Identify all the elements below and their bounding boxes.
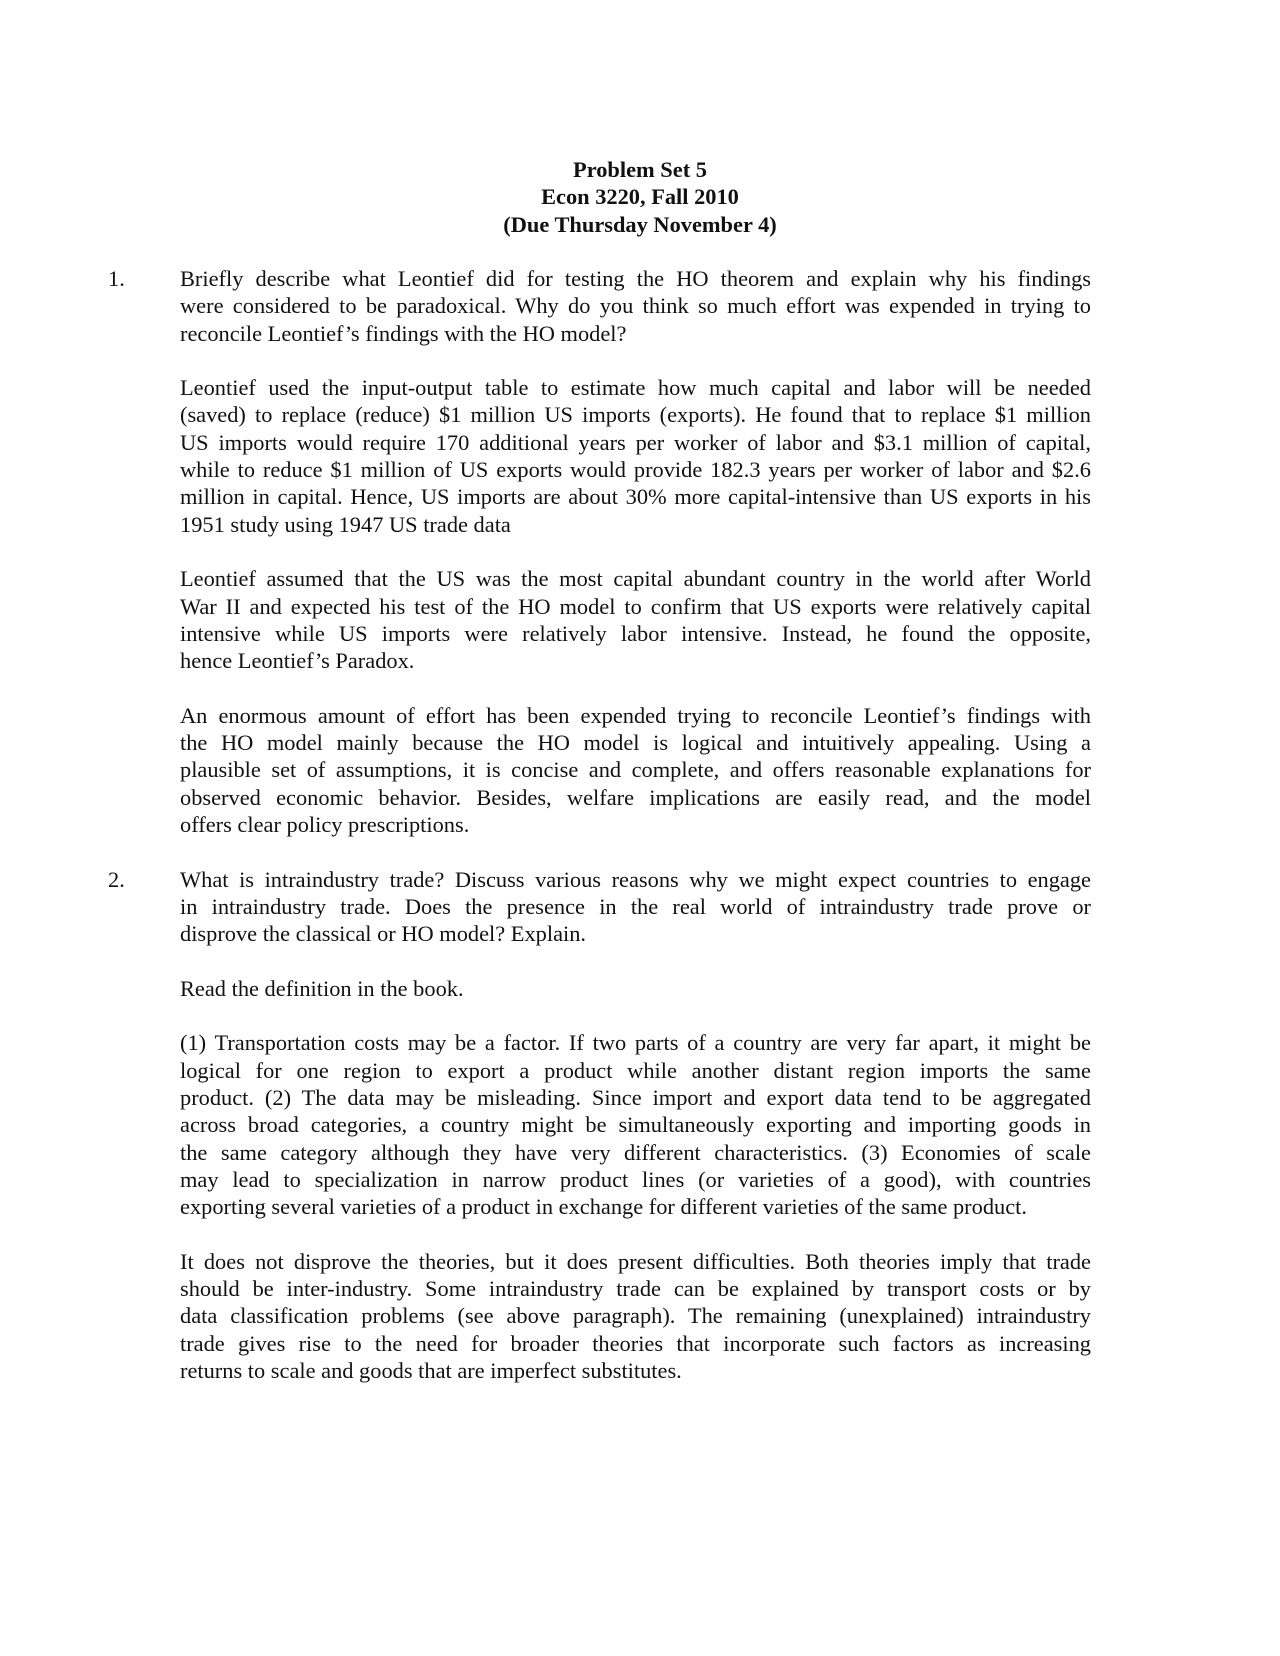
document-body [0,265,1280,1411]
text-line: plausible set of assumptions, it is concise and complete, and offers reasonable explanations for [180,757,1091,783]
text-line: may lead to specialization in narrow product lines (or varieties of a good), with countries [180,1166,1091,1192]
answer-paragraph [180,702,1091,838]
text-line: What is intraindustry trade? Discuss various reasons why we might expect countries to engage [180,866,1091,892]
text-line: US imports would require 170 additional years per worker of labor and $3.1 million of capital, [180,429,1091,455]
text-line: product. (2) The data may be misleading. Since import and export data tend to be aggregated [180,1084,1091,1110]
question-number: 2. [108,866,125,892]
due-date: (Due Thursday November 4) [503,211,777,237]
question-text [180,265,1091,347]
text-line: across broad categories, a country might be simultaneously exporting and importing goods in [180,1112,1091,1138]
question-text [180,866,1091,948]
answer-paragraph [180,1248,1091,1384]
text-line: offers clear policy prescriptions. [180,811,470,837]
text-line: were considered to be paradoxical. Why do you think so much effort was expended in trying to [180,293,1091,319]
text-line: intensive while US imports were relatively labor intensive. Instead, he found the opposite, [180,620,1091,646]
text-line: trade gives rise to the need for broader theories that incorporate such factors as increasing [180,1330,1091,1356]
text-line: Leontief used the input-output table to estimate how much capital and labor will be needed [180,375,1091,401]
answer-paragraph [180,565,1091,674]
text-line: Briefly describe what Leontief did for testing the HO theorem and explain why his findings [180,266,1091,291]
text-line: million in capital. Hence, US imports are about 30% more capital-intensive than US exports in his [180,484,1091,510]
text-line: observed economic behavior. Besides, welfare implications are easily read, and the model [180,784,1091,810]
text-line: 1951 study using 1947 US trade data [180,511,511,537]
answer-paragraph [180,1029,1091,1220]
text-line: exporting several varieties of a product in exchange for different varieties of the same product. [180,1194,1027,1220]
title: Problem Set 5 [573,157,707,182]
text-line: the same category although they have very different characteristics. (3) Economies of scale [180,1139,1091,1165]
text-line: should be inter-industry. Some intraindustry trade can be explained by transport costs or by [180,1275,1091,1301]
question-number: 1. [108,266,125,291]
text-line: Read the definition in the book. [180,975,464,1001]
document-header [0,156,1280,238]
text-line: data classification problems (see above paragraph). The remaining (unexplained) intraindustry [180,1303,1091,1329]
text-line: (saved) to replace (reduce) $1 million US imports (exports). He found that to replace $1 million [180,402,1091,428]
text-line: while to reduce $1 million of US exports would provide 182.3 years per worker of labor and $2.6 [180,457,1091,483]
text-line: Leontief assumed that the US was the most capital abundant country in the world after World [180,566,1091,592]
question-1 [0,265,1280,838]
question-2 [0,866,1280,1385]
text-line: logical for one region to export a product while another distant region imports the same [180,1057,1091,1083]
answer-paragraph [180,374,1091,538]
text-line: It does not disprove the theories, but it does present difficulties. Both theories imply that trade [180,1248,1091,1274]
text-line: reconcile Leontief’s findings with the HO model? [180,320,627,346]
text-line: hence Leontief’s Paradox. [180,648,415,674]
text-line: disprove the classical or HO model? Explain. [180,921,587,947]
text-line: the HO model mainly because the HO model is logical and intuitively appealing. Using a [180,730,1091,756]
text-line: returns to scale and goods that are imperfect substitutes. [180,1357,682,1383]
text-line: War II and expected his test of the HO model to confirm that US exports were relatively capital [180,593,1091,619]
text-line: in intraindustry trade. Does the presence in the real world of intraindustry trade prove or [180,893,1091,919]
answer-paragraph [180,975,1091,1002]
text-line: An enormous amount of effort has been expended trying to reconcile Leontief’s findings with [180,702,1091,728]
course: Econ 3220, Fall 2010 [541,184,739,210]
text-line: (1) Transportation costs may be a factor. If two parts of a country are very far apart, it might be [180,1030,1091,1056]
